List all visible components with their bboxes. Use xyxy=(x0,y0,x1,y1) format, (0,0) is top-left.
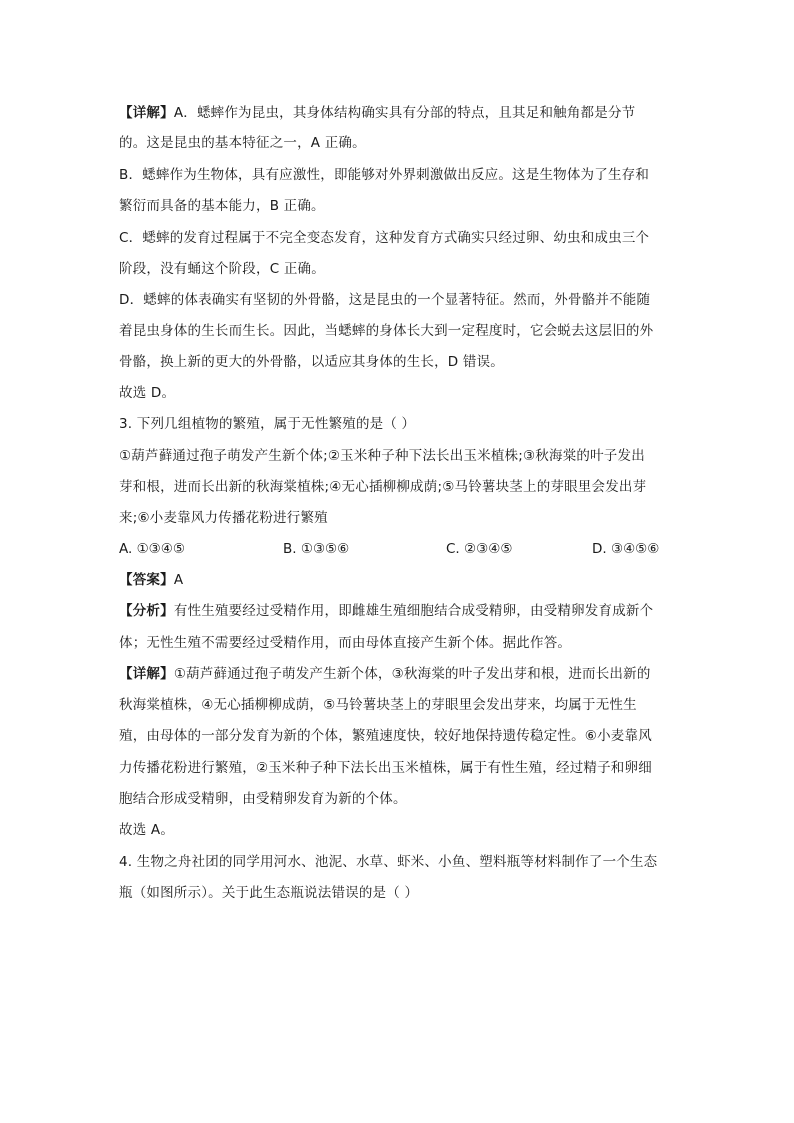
option-b: B. ①③⑤⑥ xyxy=(283,541,350,557)
option-c: C. ②③④⑤ xyxy=(446,541,513,557)
q3-detail-line-2: 秋海棠植株，④无心插柳柳成荫，⑤马铃薯块茎上的芽眼里会发出芽来，均属于无性生 xyxy=(119,697,637,713)
answer-tag: 【答案】 xyxy=(119,572,174,588)
detail-line-1 xyxy=(119,103,679,123)
detail-tag: 【详解】 xyxy=(119,105,174,121)
option-d: D. ③④⑤⑥ xyxy=(592,541,660,557)
option-a: A. ①③④⑤ xyxy=(119,541,185,557)
detail-line-5: C．蟋蟀的发育过程属于不完全变态发育，这种发育方式确实只经过卵、幼虫和成虫三个 xyxy=(119,230,650,246)
answer-line xyxy=(119,570,679,590)
analysis-tag: 【分析】 xyxy=(119,603,174,619)
detail-line-8: 着昆虫身体的生长而生长。因此，当蟋蟀的身体长大到一定程度时，它会蜕去这层旧的外 xyxy=(119,323,654,339)
detail-line-3: B．蟋蟀作为生物体，具有应激性，即能够对外界刺激做出反应。这是生物体为了生存和 xyxy=(119,167,650,183)
question-3-statement-3: 来;⑥小麦靠风力传播花粉进行繁殖 xyxy=(119,510,328,526)
detail-line-2: 的。这是昆虫的基本特征之一，A 正确。 xyxy=(119,135,366,151)
analysis-text: 有性生殖要经过受精作用，即雌雄生殖细胞结合成受精卵，由受精卵发育成新个 xyxy=(173,603,654,619)
detail-choice: 故选 D。 xyxy=(119,385,176,401)
question-4-line-2: 瓶（如图所示）。关于此生态瓶说法错误的是（ ） xyxy=(119,885,419,901)
question-3-statement-1: ①葫芦藓通过孢子萌发产生新个体;②玉米种子种下法长出玉米植株;③秋海棠的叶子发出 xyxy=(119,448,645,464)
detail-line-7: D．蟋蟀的体表确实有坚韧的外骨骼，这是昆虫的一个显著特征。然而，外骨骼并不能随 xyxy=(119,292,651,308)
detail-text: A．蟋蟀作为昆虫，其身体结构确实具有分部的特点，且其足和触角都是分节 xyxy=(173,105,636,121)
q3-detail-line-3: 殖，由母体的一部分发育为新的个体，繁殖速度快，较好地保持遗传稳定性。⑥小麦靠风 xyxy=(119,728,652,744)
analysis-line-2: 体；无性生殖不需要经过受精作用，而由母体直接产生新个体。据此作答。 xyxy=(119,635,572,651)
question-3-stem: 3. 下列几组植物的繁殖，属于无性繁殖的是（ ） xyxy=(119,416,416,432)
q3-detail-line-4: 力传播花粉进行繁殖，②玉米种子种下法长出玉米植株，属于有性生殖，经过精子和卵细 xyxy=(119,760,652,776)
q3-detail-tag: 【详解】 xyxy=(119,666,174,682)
detail-line-9: 骨骼，换上新的更大的外骨骼，以适应其身体的生长，D 错误。 xyxy=(119,354,504,370)
analysis-line-1 xyxy=(119,601,679,621)
question-4-line-1: 4. 生物之舟社团的同学用河水、池泥、水草、虾米、小鱼、塑料瓶等材料制作了一个生态 xyxy=(119,854,658,870)
q3-choice: 故选 A。 xyxy=(119,822,175,838)
detail-line-6: 阶段，没有蛹这个阶段，C 正确。 xyxy=(119,261,325,277)
q3-detail-line-1 xyxy=(119,664,679,684)
question-3-statement-2: 芽和根，进而长出新的秋海棠植株;④无心插柳柳成荫;⑤马铃薯块茎上的芽眼里会发出芽 xyxy=(119,479,647,495)
detail-line-4: 繁衍而具备的基本能力，B 正确。 xyxy=(119,198,325,214)
answer-value: A xyxy=(173,572,184,588)
q3-detail-line-5: 胞结合形成受精卵，由受精卵发育为新的个体。 xyxy=(119,791,407,807)
q3-detail-text: ①葫芦藓通过孢子萌发产生新个体，③秋海棠的叶子发出芽和根，进而长出新的 xyxy=(173,666,651,682)
